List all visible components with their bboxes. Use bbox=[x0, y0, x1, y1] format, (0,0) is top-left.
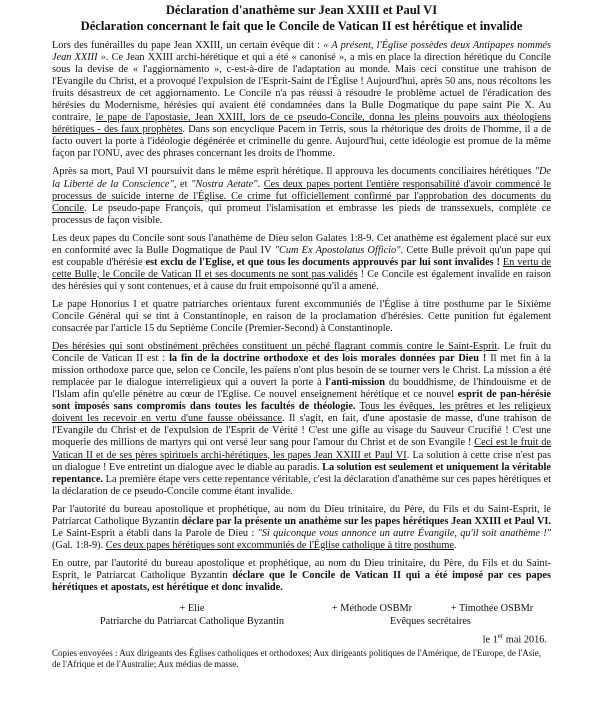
underlined-statement: Des hérésies qui sont obstinément prêchées constituent un péché flagrant commis contre le Saint-Esprit bbox=[52, 341, 498, 353]
date-rest: mai 2016. bbox=[503, 634, 547, 646]
text-run: . Il s'agit, en fait, d'une apostasie de masse, d'une trahison de l'Evangile du Christ et de l'expulsion de l'Esprit de Vérité ! C'est une gifle au visage du Sauveur Crucifié ! C'est une moquerie des millions de martyrs qui ont versé leur sang pour l'amour du Christ et de son Evangile ! bbox=[52, 413, 552, 449]
copies-sent: Copies envoyées : Aux dirigeants des Églises catholiques et orthodoxes; Aux dirigeants politiques de l'Amérique, de l'Europe, de l'Asie, de l'Afrique et de l'Australie; Aux médias de masse. bbox=[52, 648, 542, 670]
text-run: Lors des funérailles du pape Jean XXIII, un certain évêque dit : bbox=[52, 40, 324, 51]
text-run: . bbox=[257, 178, 264, 190]
scripture-quote: "Si quiconque vous annonce un autre Évangile, qu'il soit anathème !" bbox=[257, 527, 551, 539]
text-run: . La solution à cette crise n'est pas un dialogue ! Eve entretint un dialogue avec le diable au paradis. bbox=[52, 449, 552, 473]
paragraph-declaration-anathema bbox=[52, 504, 551, 552]
signature-title: Patriarche du Patriarcat Catholique Byzantin bbox=[99, 616, 285, 628]
text-run: . Le pseudo-pape François, qui promeut l'islamisation et embrasse les pieds de transsexuels, complète ce processus de façon visible. bbox=[52, 202, 551, 226]
text-run: (Gal. 1:8-9). bbox=[52, 539, 106, 551]
underlined-statement: Ceci est le fruit de Vatican II et de ses pères spirituels archi-hérétiques, les papes Jean XXIII et Paul VI bbox=[52, 437, 551, 461]
text-run: La première étape vers cette repentance véritable, c'est la déclaration d'anathème sur ces papes hérétiques et la déclaration de ce pseudo-Concile comme étant invalide. bbox=[52, 473, 551, 497]
bold-statement: l'anti-mission bbox=[325, 377, 385, 389]
signature-methode: + Méthode OSBMr bbox=[331, 603, 413, 615]
bull-title: "Cum Ex Apostolatus Officio" bbox=[274, 244, 401, 256]
underlined-statement: Tous les évêques, les prêtres et les religieux doivent les recevoir en vertu d'une fausse obéissance bbox=[52, 401, 551, 425]
paragraph-heresies bbox=[52, 341, 551, 498]
text-run: ! Ce Concile est également invalide en raison des hérésies qui y sont contenues, et à cause du fruit empoisonné qu'il a amené. bbox=[52, 268, 551, 292]
document-title-liberty: "De la Liberté de la Conscience" bbox=[52, 166, 551, 190]
text-run: , et bbox=[173, 178, 192, 190]
text-run: Il met fin à la mission orthodoxe parce que, selon ce Concile, les païens n'ont plus besoin de se tourner vers le Christ. La mission a été remplacée par le dialogue interreligieux qui a ouvert la porte à bbox=[52, 353, 552, 389]
text-run: Le Saint-Esprit a établi dans la Parole de Dieu : bbox=[52, 527, 258, 539]
text-run: . Dans son encyclique Pacem in Terris, sous la rhétorique des droits de l'homme, il a de facto ouvert la porte à l'idéologie dégénérée et criminelle du genre. Aujourd'hui, cette idéologie est promue de la même façon par l'ONU, avec des phrases concernant les droits de l'homme. bbox=[52, 124, 551, 160]
bold-statement: déclare par la présente un anathème sur les papes hérétiques Jean XXIII et Paul VI. bbox=[181, 515, 551, 527]
underlined-statement: En vertu de cette Bulle, le Concile de Vatican II et ses documents ne sont pas validés bbox=[52, 256, 551, 280]
document-title: Déclaration d'anathème sur Jean XXIII et Paul VI bbox=[165, 3, 438, 17]
bold-statement: est exclu de l'Eglise, et que tous les documents approuvés par lui sont invalides ! bbox=[145, 256, 500, 268]
underlined-statement: le pape de l'apostasie, Jean XXIII, lors de ce pseudo-Concile, donna les pleins pouvoirs aux théologiens hérétiques - des faux prophètes bbox=[52, 112, 551, 136]
text-run: . Ce Jean XXIII archi-hérétique et qui a été « canonisé », a mis en place la direction hérétique du Concile sous la devise de « l'aggiornamento », c-est-à-dire de l'adaptation au monde. Mais ceci constitue une trahison de l'Evangile du Christ, et a provoqué l'expulsion de l'Esprit-Saint de l'Église ! Aujourd'hui, après 50 ans, nous récoltons les fruits désastreux de cet aggiornamento. Le Concile n'a pas réussi à résoudre le problème actuel de l'éradication des hérésies du Modernisme, hérésies qui avaient été condamnées dans la Bulle Dogmatique du pape saint Pie X. Au contraire, bbox=[52, 52, 551, 124]
text-run: Par l'autorité du bureau apostolique et prophétique, au nom du Dieu trinitaire, du Père, du Fils et du Saint-Esprit, le Patriarcat Catholique Byzantin bbox=[52, 503, 551, 527]
signature-title-secretaries: Evêques secrétaires bbox=[390, 616, 471, 628]
text-run: du bouddhisme, de l'hindouisme et de l'Islam afin qu'elle pénètre au cœur de l'Eglise. Ce nouvel enseignement hérétique et ce nouvel bbox=[52, 377, 551, 401]
signature-elie bbox=[92, 602, 292, 628]
document-title-nostra-aetate: "Nostra Aetate" bbox=[191, 178, 258, 190]
signatures bbox=[52, 602, 551, 630]
paragraph-honorius: Le pape Honorius I et quatre patriarches orientaux furent excommuniés de l'Église à titre posthume par le Sixième Concile Général qui se tint à Constantinople, en raison de la proclamation d'hérésies. Cette punition fut également consacrée par l'article 15 du Septième Concile (Premier-Second) à Constantinople. bbox=[52, 298, 551, 335]
underlined-statement: Ces deux papes hérétiques sont excommuniés de l'Église catholique à titre posthume bbox=[105, 539, 454, 551]
quote-bishop: « A présent, l'Église possèdes deux Antipapes nommés Jean XXIII » bbox=[52, 40, 551, 64]
date-ordinal: er bbox=[497, 632, 504, 641]
paragraph-anathema-galates bbox=[52, 233, 551, 293]
paragraph-council-invalid bbox=[52, 558, 551, 594]
document-date bbox=[52, 630, 547, 646]
text-run: . Le fruit du Concile de Vatican II est : bbox=[52, 341, 552, 365]
date-day: le 1 bbox=[482, 634, 498, 646]
text-run: Après sa mort, Paul VI poursuivit dans le même esprit hérétique. Il approuva les documents conciliaires hérétiques bbox=[52, 166, 535, 178]
text-run: . Cette Bulle prévoit qu'un pape qui est coupable d'hérésie bbox=[52, 244, 551, 268]
bold-statement: déclare que le Concile de Vatican II qui a été imposé par ces papes hérétiques et apostats, est hérétique et donc invalide. bbox=[52, 569, 552, 593]
paragraph-paul-vi bbox=[52, 166, 551, 226]
paragraph-funerals bbox=[52, 40, 551, 160]
bold-statement: esprit de pan-hérésie sont imposés sans compromis dans toutes les facultés de théologie. bbox=[52, 389, 551, 413]
text-run: Les deux papes du Concile sont sous l'anathème de Dieu selon Galates 1:8-9. Cet anathème est également placé sur eux en conformité avec la Bulle Dogmatique de Paul IV bbox=[52, 232, 551, 256]
text-run: . bbox=[453, 539, 457, 551]
underlined-statement: Ces deux papes portent l'entière responsabilité d'avoir commencé le processus de suicide interne de l'Église. Ce crime fut officiellement confirmé par l'approbation des documents du Concile bbox=[52, 178, 551, 214]
signature-timothee: + Timothée OSBMr bbox=[450, 603, 534, 615]
text-run: En outre, par l'autorité du bureau apostolique et prophétique, au nom du Dieu trinitaire, du Père, du Fils et du Saint-Esprit, le Patriarcat Catholique Byzantin bbox=[52, 557, 551, 581]
bold-statement: La solution est seulement et uniquement la véritable repentance. bbox=[52, 461, 551, 485]
document-subtitle: Déclaration concernant le fait que le Concile de Vatican II est hérétique et invalide bbox=[80, 19, 523, 33]
bold-statement: la fin de la doctrine orthodoxe et des lois morales données par Dieu ! bbox=[169, 353, 487, 365]
signature-name: + Elie bbox=[179, 603, 205, 615]
